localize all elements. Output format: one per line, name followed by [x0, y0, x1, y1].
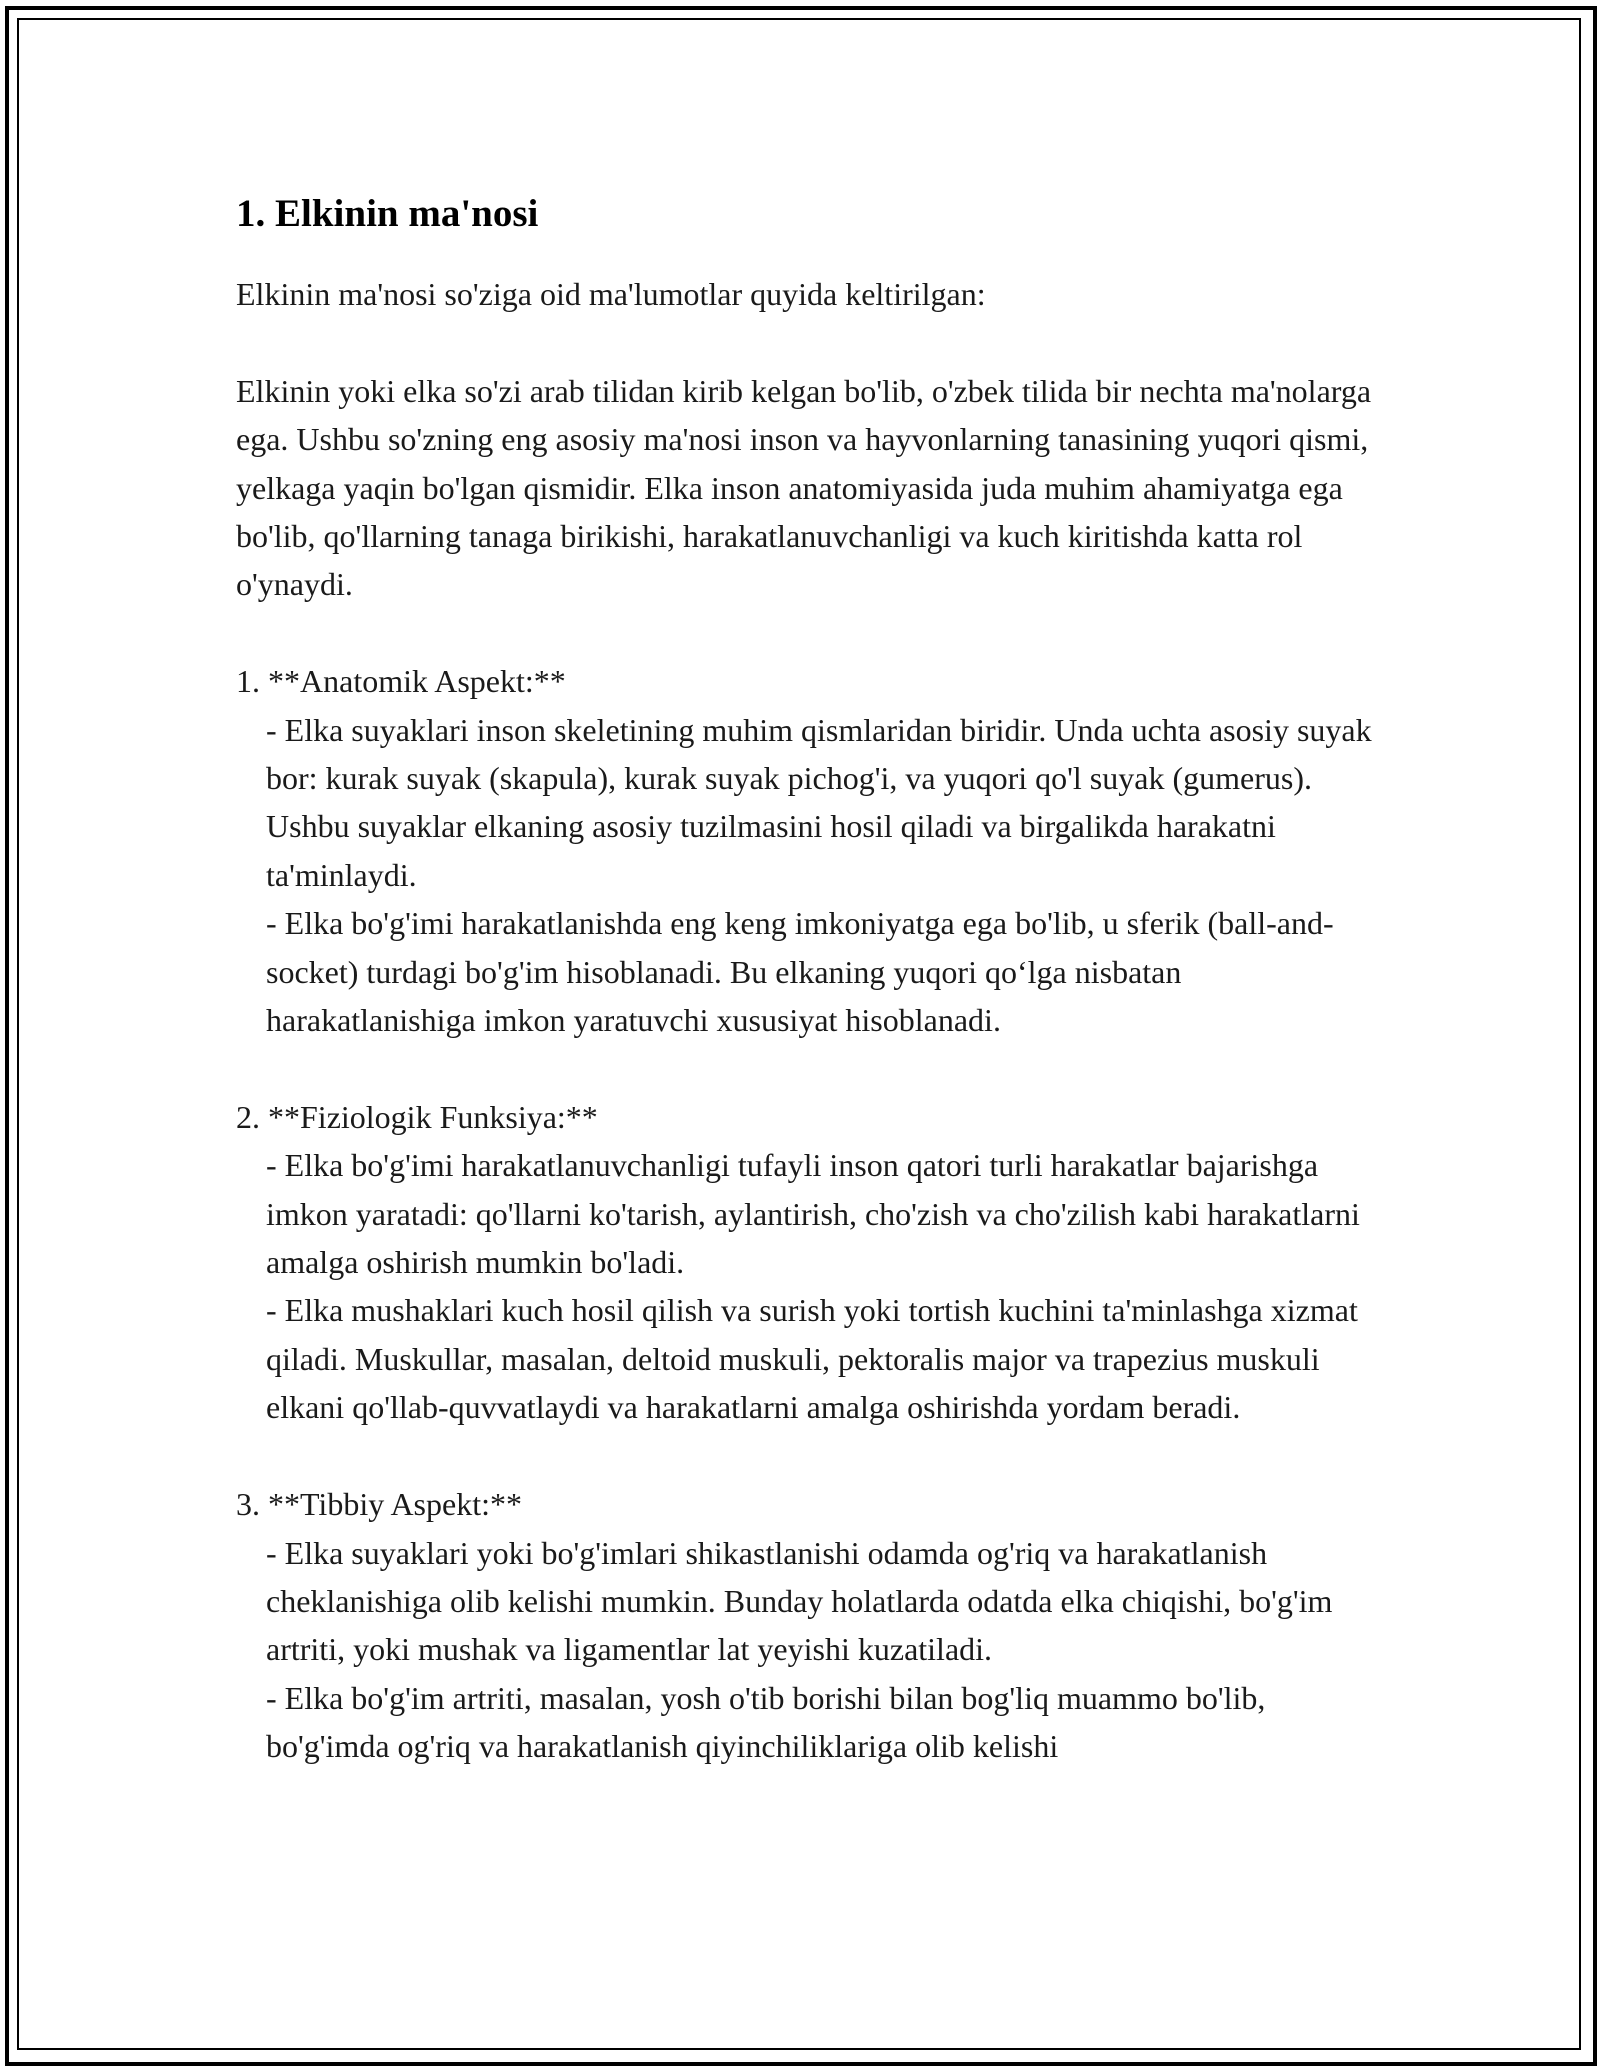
section-title: 1. **Anatomik Aspekt:** — [236, 663, 566, 700]
section-anatomik — [236, 657, 1380, 1044]
list-item: - Elka suyaklari inson skeletining muhim qismlaridan biridir. Unda uchta asosiy suyak bor: kurak suyak (skapula), kurak suyak pichog'i, va yuqori qo'l suyak (gumerus). Ushbu suyaklar elkaning asosiy tuzilmasini hosil qiladi va birgalikda harakatni ta'minlaydi. — [266, 711, 1380, 893]
paragraph-gap — [236, 1432, 1376, 1480]
section-tibbiy — [236, 1480, 1376, 1770]
page-title: 1. Elkinin ma'nosi — [236, 192, 539, 235]
document-body — [236, 186, 1380, 1771]
list-item: - Elka suyaklari yoki bo'g'imlari shikastlanishi odamda og'riq va harakatlanish cheklanishiga olib kelishi mumkin. Bunday holatlarda odatda elka chiqishi, bo'g'im artriti, yoki mushak va ligamentlar lat yeyishi kuzatiladi. — [266, 1534, 1341, 1668]
paragraph-gap — [236, 609, 1376, 657]
section-fiziologik — [236, 1093, 1376, 1432]
list-item: - Elka bo'g'im artriti, masalan, yosh o'tib borishi bilan bog'liq muammo bo'lib, bo'g'imda og'riq va harakatlanish qiyinchiliklariga olib kelishi — [266, 1679, 1274, 1765]
list-item: - Elka mushaklari kuch hosil qilish va surish yoki tortish kuchini ta'minlashga xizmat qiladi. Muskullar, masalan, deltoid muskuli, pektoralis major va trapezius muskuli elkani qo'llab-quvvatlaydi va harakatlarni amalga oshirishda yordam beradi. — [266, 1292, 1366, 1426]
paragraph-gap — [236, 1044, 1376, 1092]
list-item: - Elka bo'g'imi harakatlanuvchanligi tufayli inson qatori turli harakatlar bajarishga imkon yaratadi: qo'llarni ko'tarish, aylantirish, cho'zish va cho'zilish kabi harakatlarni amalga oshirish mumkin bo'ladi. — [266, 1147, 1368, 1281]
paragraph-gap — [236, 318, 1376, 366]
body-paragraph: Elkinin yoki elka so'zi arab tilidan kirib kelgan bo'lib, o'zbek tilida bir nechta ma'nolarga ega. Ushbu so'zning eng asosiy ma'nosi inson va hayvonlarning tanasining yuqori qismi, yelkaga yaqin bo'lgan qismidir. Elka inson anatomiyasida juda muhim ahamiyatga ega bo'lib, qo'llarning tanaga birikishi, harakatlanuvchanligi va kuch kiritishda katta rol o'ynaydi. — [236, 372, 1380, 603]
section-title: 3. **Tibbiy Aspekt:** — [236, 1486, 522, 1523]
list-item: - Elka bo'g'imi harakatlanishda eng keng imkoniyatga ega bo'lib, u sferik (ball-and-socket) turdagi bo'g'im hisoblanadi. Bu elkaning yuqori qo‘lga nisbatan harakatlanishiga imkon yaratuvchi xususiyat hisoblanadi. — [266, 905, 1334, 1039]
section-title: 2. **Fiziologik Funksiya:** — [236, 1098, 598, 1135]
intro-paragraph: Elkinin ma'nosi so'ziga oid ma'lumotlar quyida keltirilgan: — [236, 276, 986, 312]
